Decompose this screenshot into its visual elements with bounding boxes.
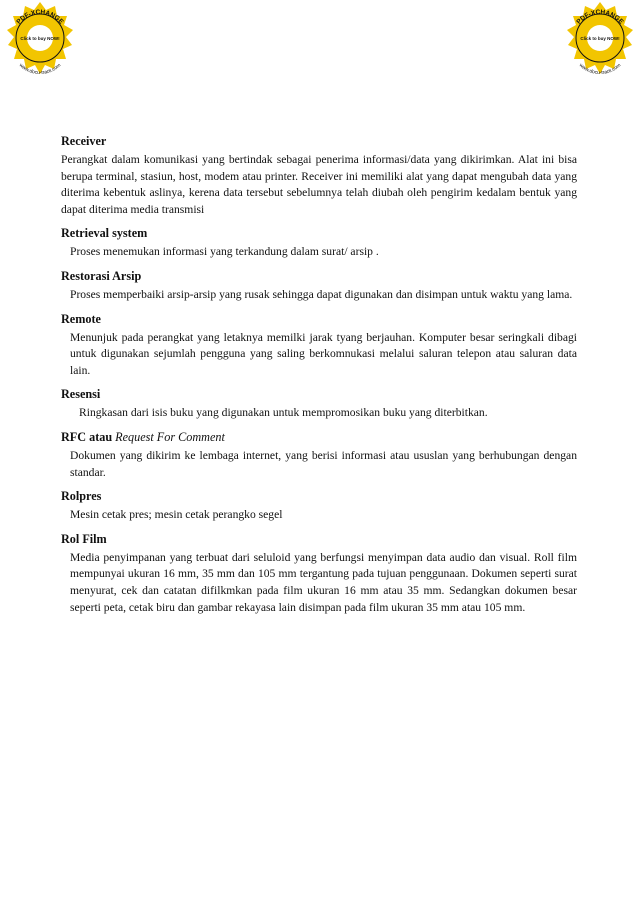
glossary-term: Resensi xyxy=(61,387,101,402)
glossary-term xyxy=(61,430,577,444)
seal-bottom-text: www.docu-track.com xyxy=(17,62,63,77)
glossary-definition: Menunjuk pada perangkat yang letaknya memilki jarak tyang berjauhan. Komputer besar seringkali dibagi untuk digunakan sejumlah pengguna yang saling berkomnukasi melalui saluran telepon atau saluran data lain. xyxy=(70,330,577,377)
glossary-entry-remote xyxy=(61,312,577,380)
glossary-term: Remote xyxy=(61,311,101,326)
glossary-definition: Proses memperbaiki arsip-arsip yang rusak sehingga dapat digunakan dan disimpan untuk waktu yang lama. xyxy=(70,287,573,301)
seal-mid-text: Click to buy NOW! xyxy=(580,36,620,41)
seal-top-text: PDF-XCHANGE xyxy=(575,8,625,26)
glossary-term-main: RFC atau xyxy=(61,429,113,444)
glossary-entry-resensi xyxy=(61,387,577,422)
seal-mid-text: Click to buy NOW! xyxy=(20,36,60,41)
glossary-entry-receiver xyxy=(61,134,577,218)
glossary-term: Rolpres xyxy=(61,489,102,504)
pdf-xchange-seal-left[interactable] xyxy=(0,0,80,80)
glossary-entry-rolpres xyxy=(61,489,577,524)
glossary-definition: Dokumen yang dikirim ke lembaga internet, yang berisi informasi atau ususlan yang berhubungan dengan standar. xyxy=(70,448,577,479)
glossary-definition: Proses menemukan informasi yang terkandung dalam surat/ arsip . xyxy=(70,245,379,259)
glossary-definition: Media penyimpanan yang terbuat dari seluloid yang berfungsi menyimpan data audio dan visual. Roll film mempunyai ukuran 16 mm, 35 mm dan 105 mm tergantung pada tujuan penggunaan. Dokumen seperti surat menyurat, cek dan catatan difilkmkan pada film ukuran 16 mm atau 35 mm. Sedangkan dokumen besar seperti peta, cetak biru dan gambar rekayasa lain disimpan pada film ukuran 35 mm atau 105 mm. xyxy=(70,550,577,614)
glossary-definition: Mesin cetak pres; mesin cetak perangko segel xyxy=(70,508,283,522)
glossary-term: Receiver xyxy=(61,134,107,148)
pdf-xchange-seal-right[interactable] xyxy=(560,0,638,80)
seal-top-text: PDF-XCHANGE xyxy=(15,8,65,26)
glossary-term: Restorasi Arsip xyxy=(61,268,142,283)
seal-bottom-text: www.docu-track.com xyxy=(577,62,623,77)
glossary-entry-rfc xyxy=(61,430,577,481)
glossary-entry-retrieval-system xyxy=(61,226,577,261)
glossary-entry-rol-film xyxy=(61,532,577,616)
glossary-term: Rol Film xyxy=(61,531,107,546)
glossary-term: Retrieval system xyxy=(61,226,148,241)
glossary-content xyxy=(61,134,577,616)
glossary-term-qualifier: Request For Comment xyxy=(115,429,225,444)
glossary-entry-restorasi-arsip xyxy=(61,269,577,304)
glossary-definition: Ringkasan dari isis buku yang digunakan untuk mempromosikan buku yang diterbitkan. xyxy=(79,406,488,420)
glossary-definition: Perangkat dalam komunikasi yang bertindak sebagai penerima informasi/data yang dikirimkan. Alat ini bisa berupa terminal, stasiun, host, modem atau printer. Receiver ini memiliki alat yang dapat mengubah data yang diterima kebentuk aslinya, kerena data tersebut sebelumnya telah diubah oleh pengirim kedalam bentuk yang dapat diterima media transmisi xyxy=(61,153,577,216)
